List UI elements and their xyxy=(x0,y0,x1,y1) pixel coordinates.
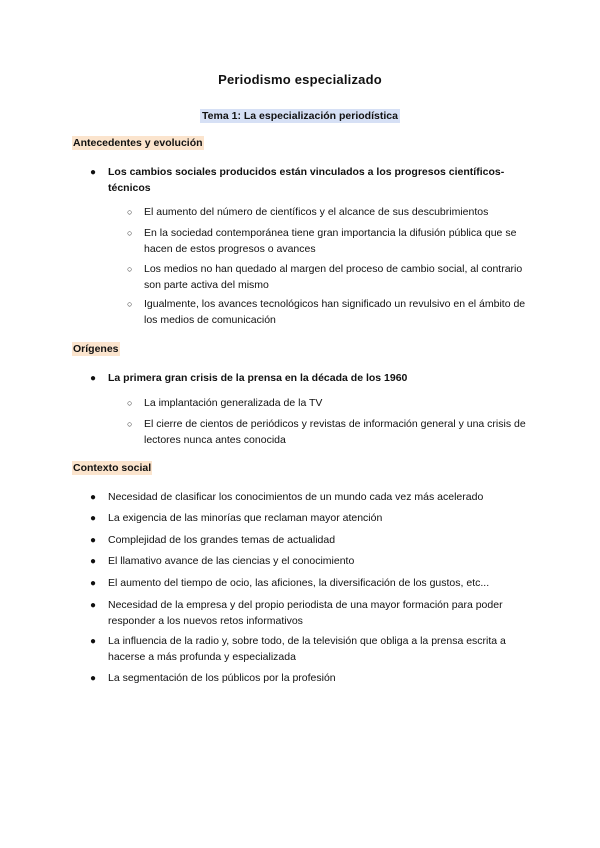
bullet-marker: ● xyxy=(90,167,97,178)
section-heading-text: Contexto social xyxy=(73,462,152,474)
document-subtitle: Tema 1: La especialización periodística xyxy=(202,110,398,122)
sub-bullet-marker: ○ xyxy=(127,398,133,408)
list-item: Necesidad de la empresa y del propio periodista de una mayor formación para poder responder a los nuevos retos informativos xyxy=(108,599,503,627)
list-item: La exigencia de las minorías que reclaman mayor atención xyxy=(108,512,383,524)
bullet-marker: ● xyxy=(90,636,97,647)
sub-bullet-marker: ○ xyxy=(127,299,133,309)
sub-list-item: El cierre de cientos de periódicos y revistas de información general y una crisis de lectores nunca antes conocida xyxy=(144,418,526,446)
bullet-marker: ● xyxy=(90,492,97,503)
document-title: Periodismo especializado xyxy=(218,72,382,87)
list-item: La segmentación de los públicos por la profesión xyxy=(108,672,336,684)
section-heading-origenes xyxy=(72,343,120,355)
bullet-marker: ● xyxy=(90,373,97,384)
section-heading-text: Antecedentes y evolución xyxy=(73,137,203,149)
bullet-marker: ● xyxy=(90,600,97,611)
list-item: El aumento del tiempo de ocio, las aficiones, la diversificación de los gustos, etc... xyxy=(108,577,490,589)
bullet-marker: ● xyxy=(90,535,97,546)
sub-list-item: El aumento del número de científicos y el alcance de sus descubrimientos xyxy=(144,206,489,218)
sub-bullet-marker: ○ xyxy=(127,207,133,217)
sub-list-item: Igualmente, los avances tecnológicos han significado un revulsivo en el ámbito de los medios de comunicación xyxy=(144,298,526,326)
list-item: La influencia de la radio y, sobre todo, de la televisión que obliga a la prensa escrita a hacerse a más profunda y especializada xyxy=(108,635,506,663)
list-item: Los cambios sociales producidos están vinculados a los progresos científicos-técnicos xyxy=(108,166,505,194)
sub-list-item: Los medios no han quedado al margen del proceso de cambio social, al contrario son parte activa del mismo xyxy=(144,263,523,291)
sub-bullet-marker: ○ xyxy=(127,228,133,238)
bullet-marker: ● xyxy=(90,673,97,684)
list-item: Necesidad de clasificar los conocimientos de un mundo cada vez más acelerado xyxy=(108,491,484,503)
bullet-marker: ● xyxy=(90,578,97,589)
sub-bullet-marker: ○ xyxy=(127,419,133,429)
list-item: El llamativo avance de las ciencias y el conocimiento xyxy=(108,555,355,567)
sub-list-item: En la sociedad contemporánea tiene gran importancia la difusión pública que se hacen de estos progresos o avances xyxy=(144,227,517,255)
list-item: Complejidad de los grandes temas de actualidad xyxy=(108,534,336,546)
subtitle-wrap xyxy=(0,106,600,124)
bullet-marker: ● xyxy=(90,556,97,567)
section-heading-contexto xyxy=(72,462,152,474)
section-heading-antecedentes xyxy=(72,137,204,149)
section-heading-text: Orígenes xyxy=(73,343,119,355)
bullet-marker: ● xyxy=(90,513,97,524)
list-item: La primera gran crisis de la prensa en la década de los 1960 xyxy=(108,372,408,384)
sub-list-item: La implantación generalizada de la TV xyxy=(144,397,323,409)
sub-bullet-marker: ○ xyxy=(127,264,133,274)
